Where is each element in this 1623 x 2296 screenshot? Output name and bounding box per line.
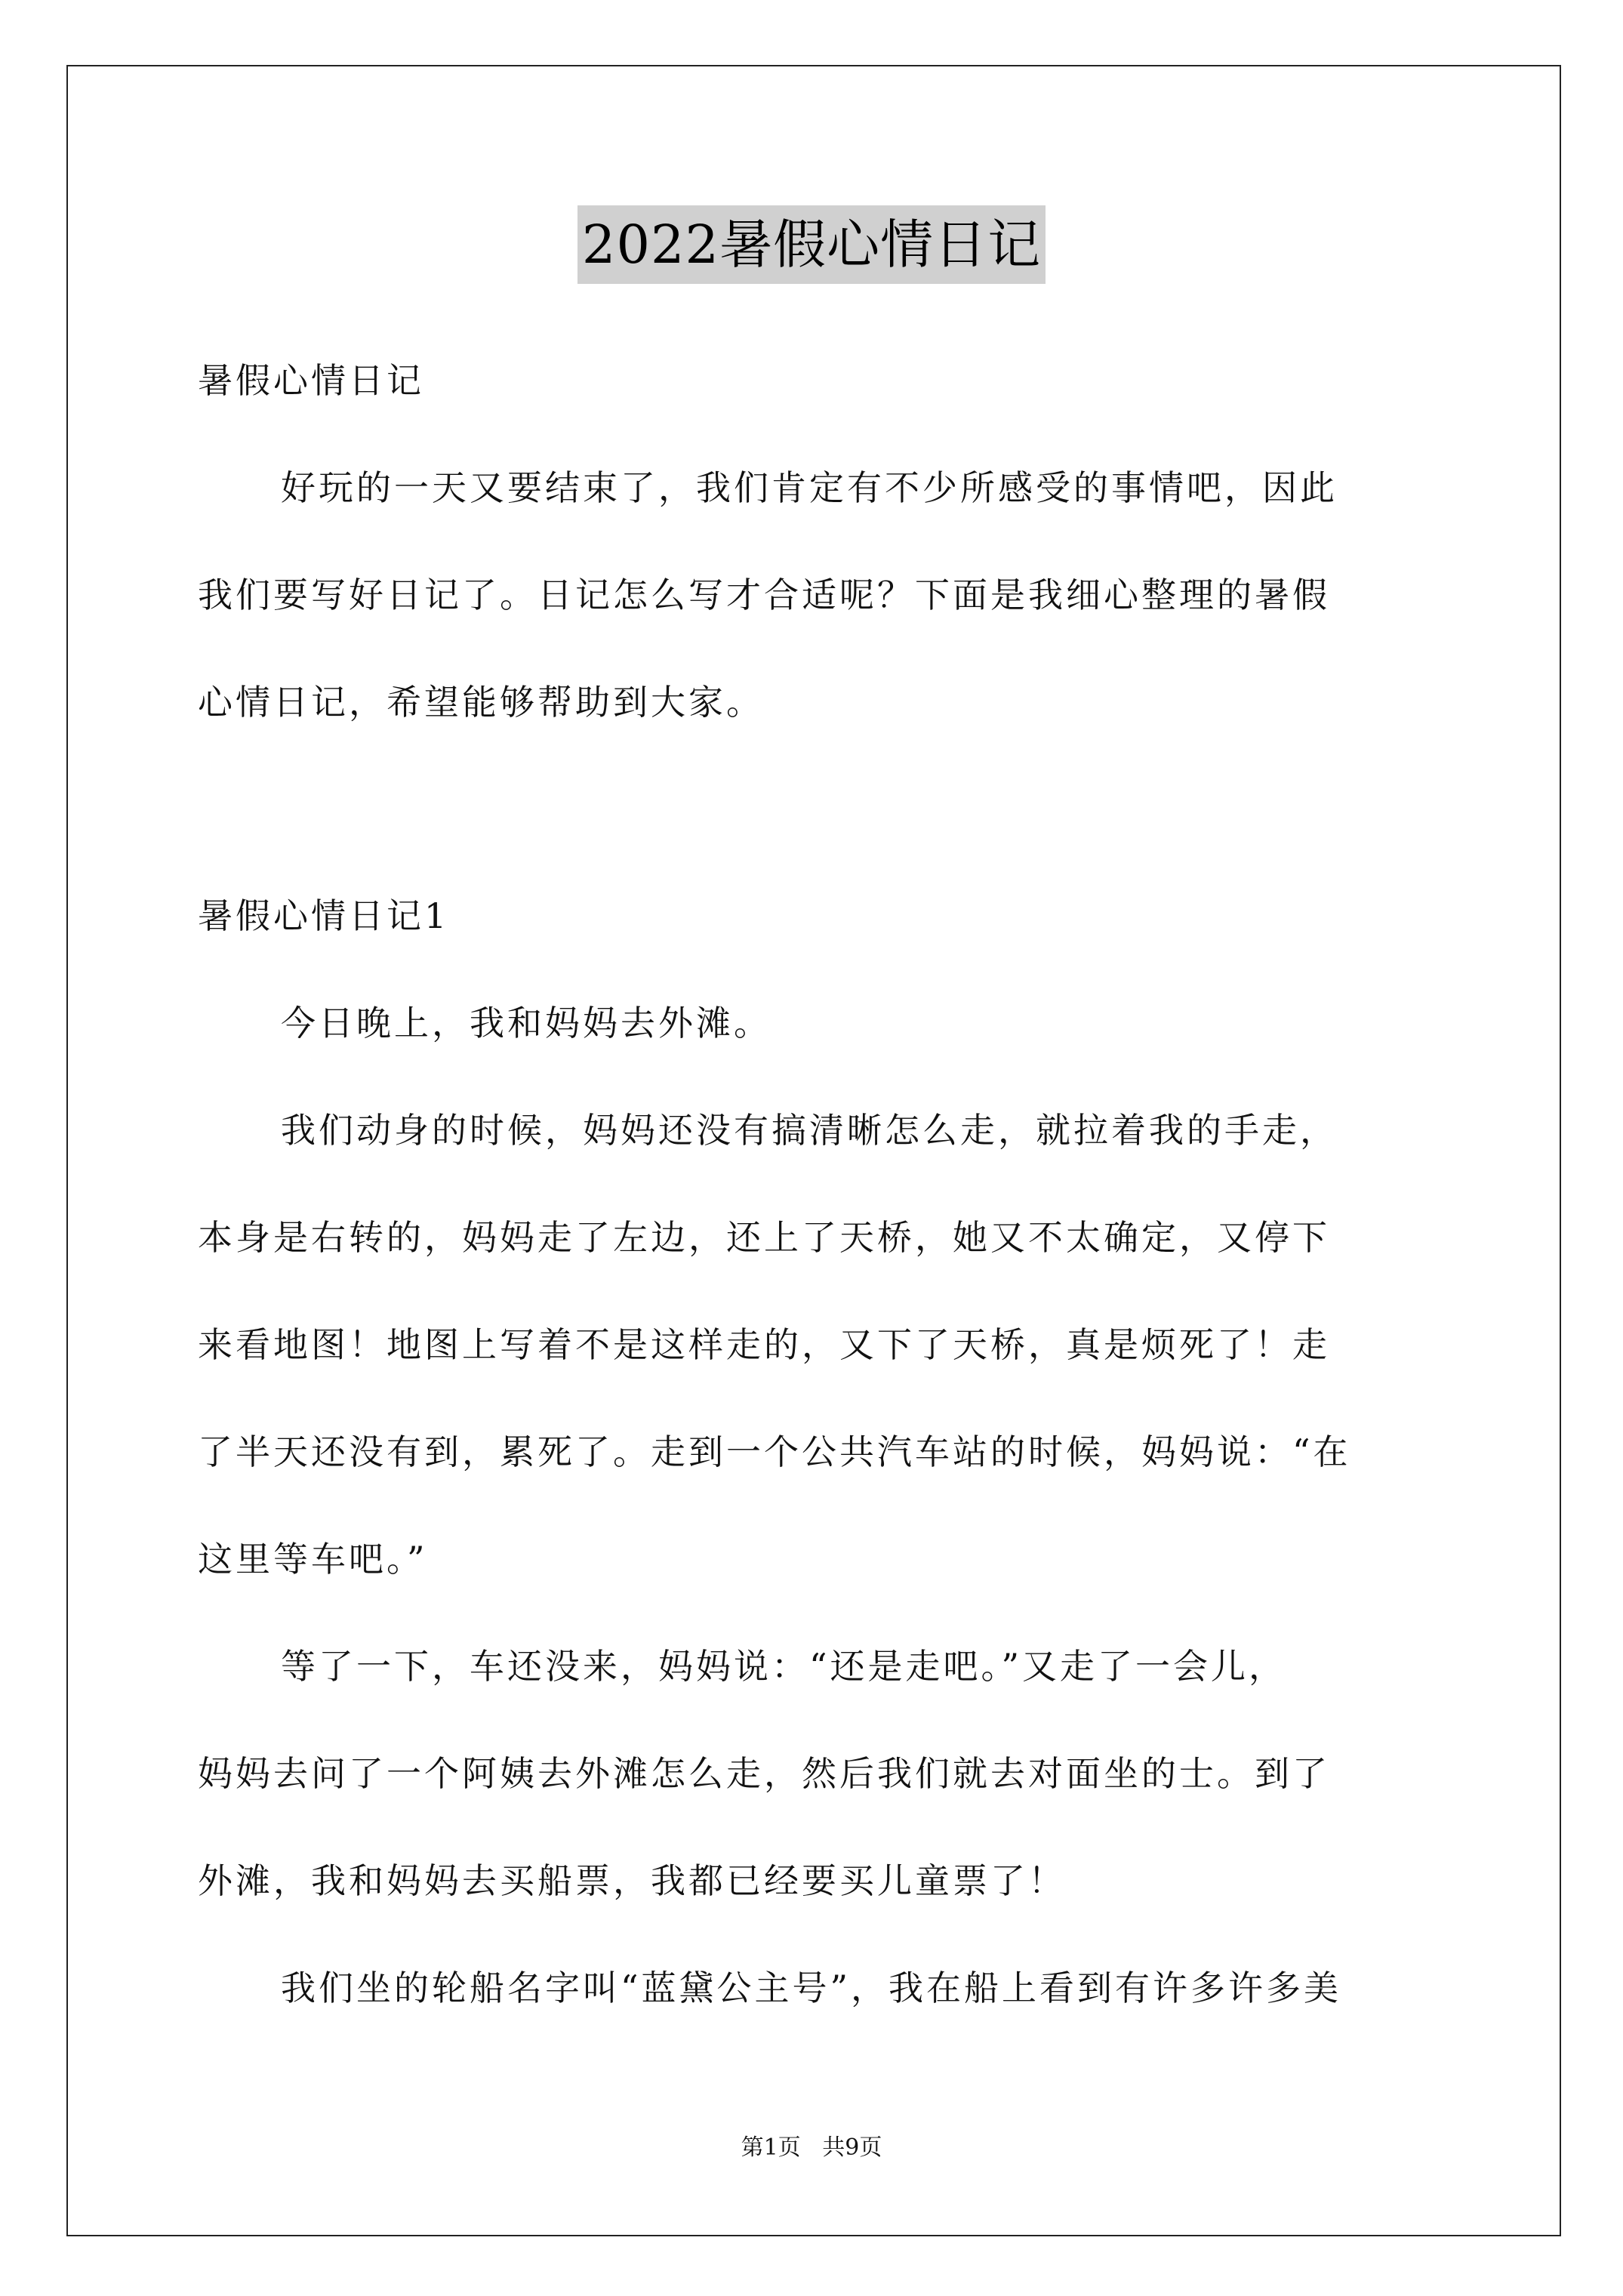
- document-subtitle: 暑假心情日记: [198, 360, 424, 401]
- intro-line: 我们要写好日记了。日记怎么写才合适呢？下面是我细心整理的暑假: [198, 575, 1330, 615]
- body-line: 这里等车吧。”: [198, 1539, 428, 1579]
- body-line: 本身是右转的，妈妈走了左边，还上了天桥，她又不太确定，又停下: [198, 1217, 1330, 1258]
- title-container: [0, 205, 1623, 284]
- section-heading: 暑假心情日记1: [198, 895, 450, 936]
- body-line: 妈妈去问了一个阿姨去外滩怎么走，然后我们就去对面坐的士。到了: [198, 1753, 1330, 1794]
- body-line: 我们坐的轮船名字叫“蓝黛公主号”，我在船上看到有许多许多美: [281, 1968, 1342, 2008]
- body-line: 来看地图！地图上写着不是这样走的，又下了天桥，真是烦死了！走: [198, 1324, 1330, 1365]
- body-line: 了半天还没有到，累死了。走到一个公共汽车站的时候，妈妈说：“在: [198, 1432, 1351, 1472]
- body-line: 外滩，我和妈妈去买船票，我都已经要买儿童票了！: [198, 1860, 1066, 1901]
- body-line: 等了一下，车还没来，妈妈说：“还是走吧。”又走了一会儿，: [281, 1646, 1287, 1687]
- body-line: 今日晚上，我和妈妈去外滩。: [281, 1003, 771, 1043]
- intro-line: 好玩的一天又要结束了，我们肯定有不少所感受的事情吧，因此: [281, 467, 1338, 508]
- document-title: 2022暑假心情日记: [577, 205, 1046, 284]
- page-number-footer: 第1页 共9页: [741, 2134, 882, 2161]
- intro-line: 心情日记，希望能够帮助到大家。: [198, 682, 764, 723]
- body-line: 我们动身的时候，妈妈还没有搞清晰怎么走，就拉着我的手走，: [281, 1110, 1338, 1151]
